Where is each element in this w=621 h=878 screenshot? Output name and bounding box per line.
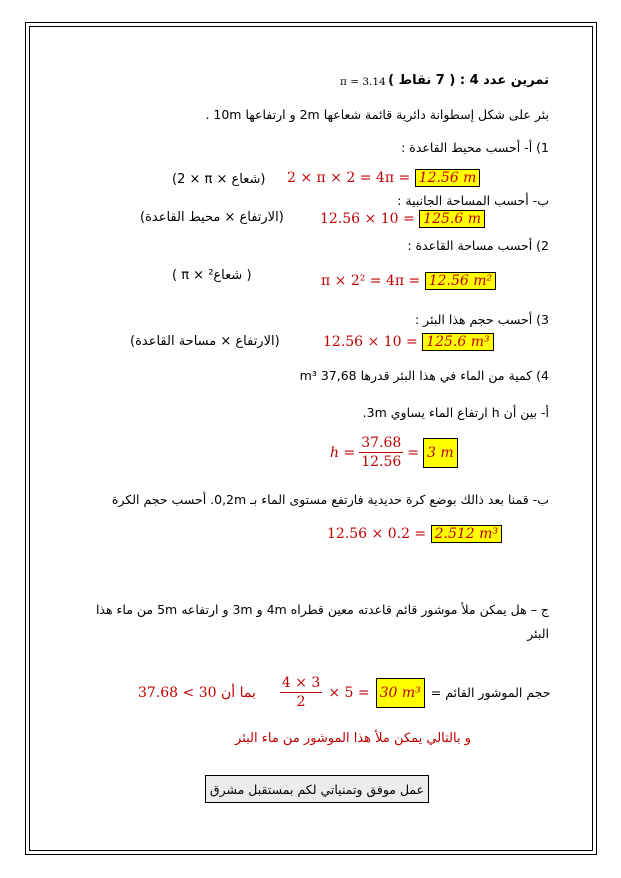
- q3-expression: 12.56 × 10 =: [323, 334, 418, 350]
- q1a-result: 12.56 m: [415, 169, 481, 187]
- q4a-prompt: أ- بين أن h ارتفاع الماء يساوي 3m.: [362, 405, 549, 420]
- q3-prompt: 3) أحسب حجم هذا البئر :: [415, 312, 549, 327]
- q2-answer: [321, 273, 496, 289]
- q2-expression: π × 2² = 4π =: [321, 273, 421, 289]
- q1b-result: 125.6 m: [419, 210, 485, 228]
- problem-statement: بئر على شكل إسطوانة دائرية قائمة شعاعها 2m و ارتفاعها 10m .: [205, 107, 549, 122]
- pi-note: π = 3.14: [340, 76, 386, 88]
- q4c-fraction: [280, 675, 322, 710]
- closing-message: عمل موفق وتمنياتي لكم بمستقبل مشرق: [205, 775, 429, 803]
- q1a-hint: (2 × π × شعاع): [172, 172, 266, 187]
- q1b-answer: [320, 211, 485, 227]
- q4a-answer: [330, 435, 458, 470]
- q4a-fraction: [359, 435, 403, 470]
- q1a-answer: [287, 170, 480, 186]
- q1b-hint: (الارتفاع × محيط القاعدة): [140, 210, 284, 225]
- q4c-answer: [138, 675, 550, 710]
- q1a-expression: 2 × π × 2 = 4π =: [287, 170, 411, 186]
- q4c-denominator: 2: [296, 694, 306, 710]
- q4a-result: 3 m: [423, 438, 458, 468]
- exercise-title: تمرين عدد 4 : ( 7 نقاط ): [388, 73, 549, 88]
- q2-result: 12.56 m²: [425, 272, 496, 290]
- q4c-because: بما أن 30 > 37.68: [138, 684, 256, 701]
- q2-prompt: 2) أحسب مساحة القاعدة :: [407, 238, 549, 253]
- q4a-lhs: h =: [330, 444, 356, 461]
- q4c-result: 30 m³: [376, 678, 425, 708]
- q4c-prompt-line1: ج – هل يمكن ملأ موشور قائم قاعدته معين قطراه 4m و 3m و ارتفاعه 5m من ماء هذا: [95, 602, 549, 617]
- q4b-expression: 12.56 × 0.2 =: [327, 526, 427, 542]
- q4c-conclusion: و بالتالي يمكن ملأ هذا الموشور من ماء البئر: [235, 731, 471, 746]
- q4b-prompt: ب- قمنا بعد ذالك بوضع كرة حديدية فارتفع مستوى الماء بـ 0,2m. أحسب حجم الكرة: [111, 492, 549, 507]
- q4-prompt: 4) كمية من الماء في هذا البئر قدرها 37,68 m³: [299, 368, 549, 383]
- q4b-result: 2.512 m³: [431, 525, 502, 543]
- q1b-prompt: ب- أحسب المساحة الجانبية :: [397, 193, 549, 208]
- q4a-denominator: 12.56: [361, 454, 402, 470]
- q3-result: 125.6 m³: [422, 333, 493, 351]
- q1b-expression: 12.56 × 10 =: [320, 211, 415, 227]
- q3-hint: (الارتفاع × مساحة القاعدة): [130, 334, 280, 349]
- q4c-prompt-line2: البئر: [527, 626, 549, 641]
- q2-hint: ( π × شعاع² ): [172, 268, 252, 283]
- q4b-answer: [327, 526, 502, 542]
- q1a-prompt: 1) أ- أحسب محيط القاعدة :: [401, 140, 549, 155]
- q4c-numerator: 4 × 3: [281, 675, 321, 691]
- q4a-equals: =: [407, 444, 420, 461]
- q4c-multiply: × 5 =: [328, 684, 370, 701]
- q4c-label: حجم الموشور القائم =: [430, 685, 551, 700]
- q4a-numerator: 37.68: [361, 435, 402, 451]
- q3-answer: [323, 334, 494, 350]
